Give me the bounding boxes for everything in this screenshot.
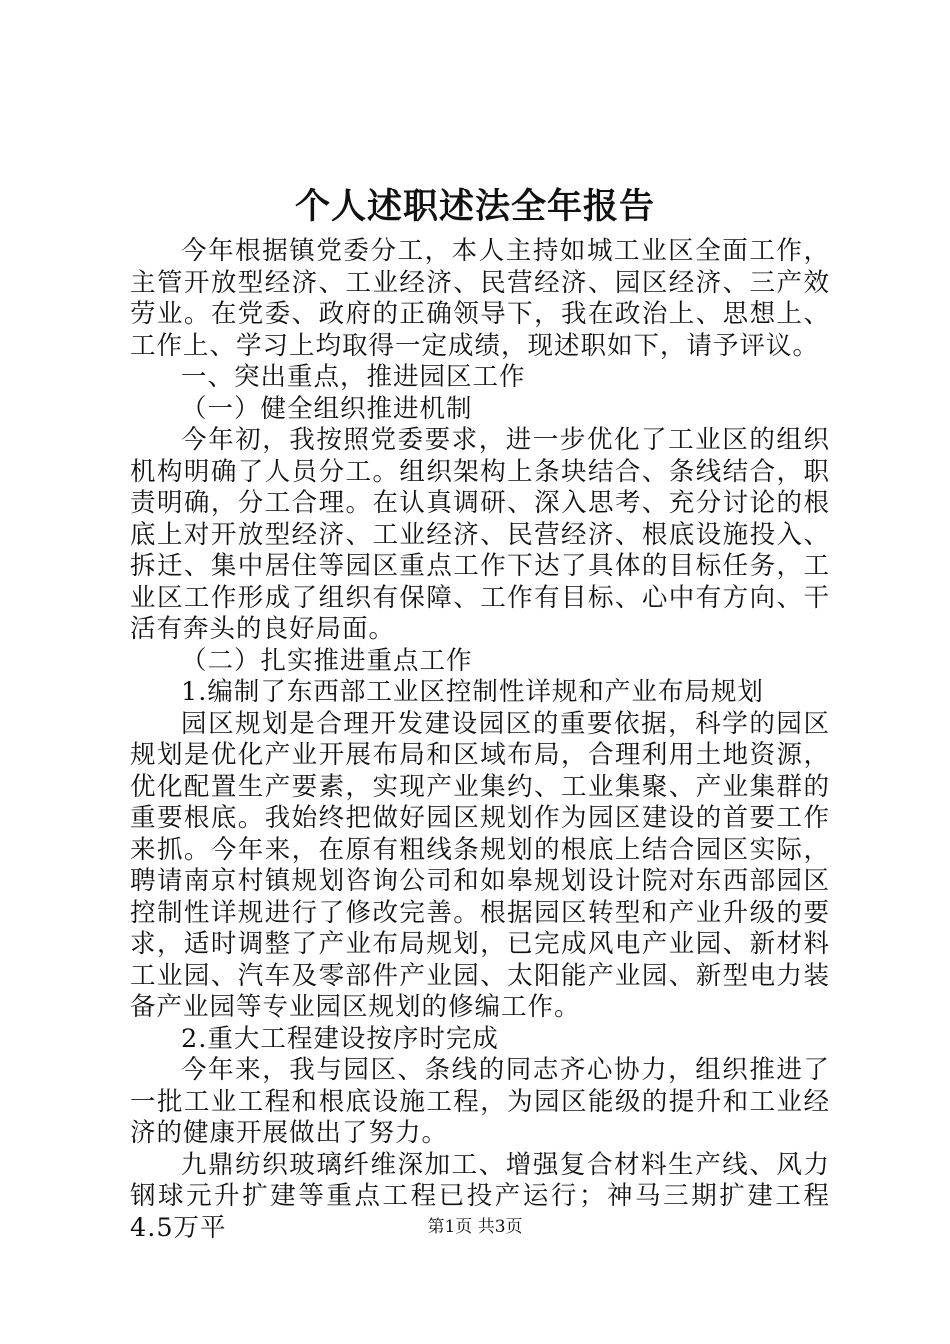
item-heading-2: 2.重大工程建设按序时完成 xyxy=(181,1023,499,1054)
paragraph-organization: 今年初，我按照党委要求，进一步优化了工业区的组织机构明确了人员分工。组织架构上条块结合、条线结合，职责明确，分工合理。在认真调研、深入思考、充分讨论的根底上对开放型经济、工业经济、民营经济、根底设施投入、拆迁、集中居住等园区重点工作下达了具体的目标任务，工业区工作形成了组织有保障、工作有目标、心中有方向、干活有奔头的良好局面。 xyxy=(130,425,830,644)
page-number: 第1页 共3页 xyxy=(427,1217,523,1237)
item-heading-1: 1.编制了东西部工业区控制性详规和产业布局规划 xyxy=(181,677,764,707)
document-title: 个人述职述法全年报告 xyxy=(294,186,655,227)
section-heading-1: 一、突出重点，推进园区工作 xyxy=(181,362,526,392)
paragraph-projects: 今年来，我与园区、条线的同志齐心协力，组织推进了一批工业工程和根底设施工程，为园区能级的提升和工业经济的健康开展做出了努力。 xyxy=(130,1055,830,1148)
subsection-heading-2: （二）扎实推进重点工作 xyxy=(181,645,473,676)
document-body xyxy=(130,236,830,1244)
paragraph-intro: 今年根据镇党委分工，本人主持如城工业区全面工作，主管开放型经济、工业经济、民营经济、园区经济、三产效劳业。在党委、政府的正确领导下，我在政治上、思想上、工作上、学习上均取得一定成绩，现述职如下，请予评议。 xyxy=(130,236,830,361)
paragraph-projects-detail: 九鼎纺织玻璃纤维深加工、增强复合材料生产线、风力钢球元升扩建等重点工程已投产运行；神马三期扩建工程4.5万平 xyxy=(130,1149,830,1243)
paragraph-planning: 园区规划是合理开发建设园区的重要依据，科学的园区规划是优化产业开展布局和区域布局，合理利用土地资源，优化配置生产要素，实现产业集约、工业集聚、产业集群的重要根底。我始终把做好园区规划作为园区建设的首要工作来抓。今年来，在原有粗线条规划的根底上结合园区实际，聘请南京村镇规划咨询公司和如皋规划设计院对东西部园区控制性详规进行了修改完善。根据园区转型和产业升级的要求，适时调整了产业布局规划，已完成风电产业园、新材料工业园、汽车及零部件产业园、太阳能产业园、新型电力装备产业园等专业园区规划的修编工作。 xyxy=(130,708,830,1022)
subsection-heading-1: （一）健全组织推进机制 xyxy=(181,393,473,424)
